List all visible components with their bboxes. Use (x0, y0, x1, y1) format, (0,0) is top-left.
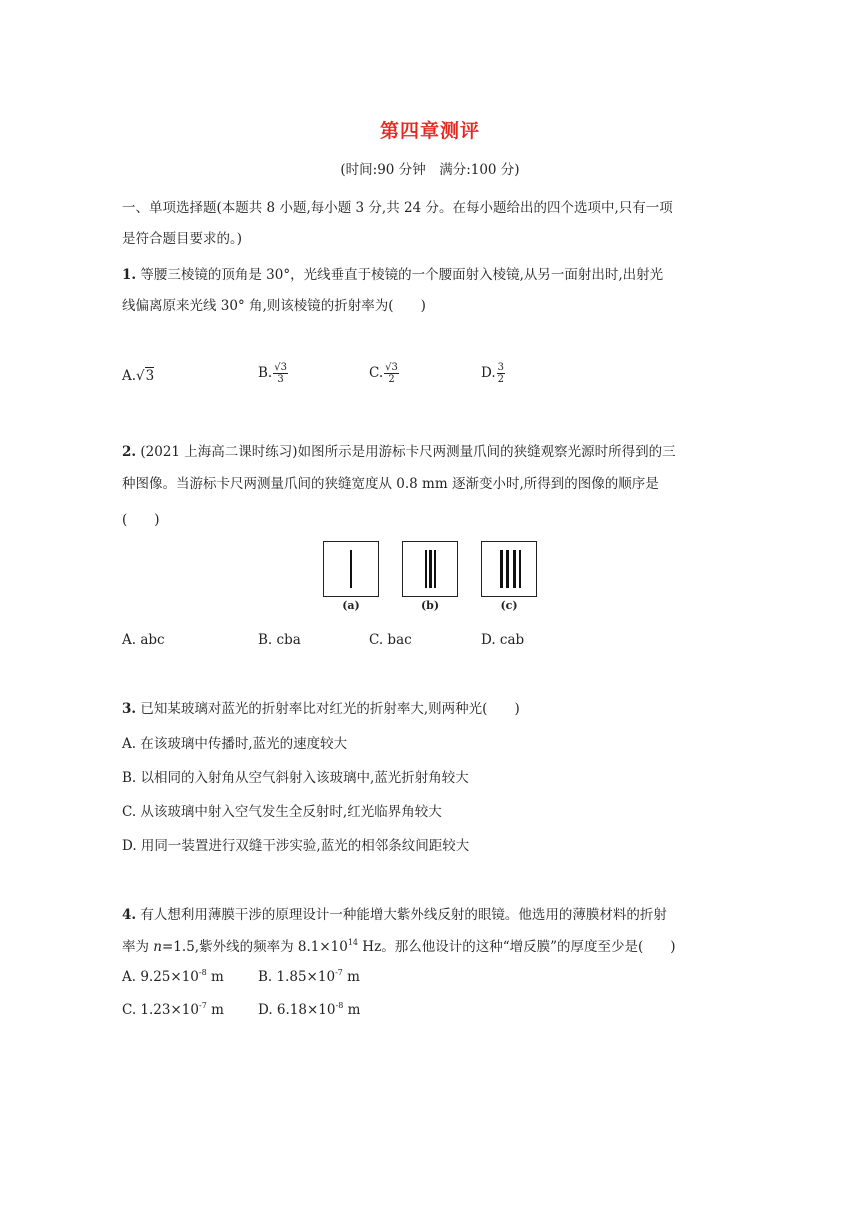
question-4-option-b: B. $1.85\times 10^{-7}$ m (258, 968, 360, 985)
fringe-line (519, 550, 521, 588)
variable-n: n (153, 939, 162, 955)
question-1-line1 (122, 263, 663, 283)
question-4-number: 4. (122, 907, 137, 923)
fringe-line (350, 550, 352, 588)
page-title: 第四章测评 (379, 120, 480, 142)
question-3-option-a: A. 在该玻璃中传播时,蓝光的速度较大 (122, 736, 348, 752)
question-3-stem (122, 697, 520, 717)
fraction: $\frac{√3}{3}$ (274, 362, 287, 385)
question-4-line2: 率为 n=1.5,紫外线的频率为 $8.1\times 10^{14}$ Hz。那么他设计的这种“增反膜”的厚度至少是( ) (122, 938, 676, 955)
fraction: $\frac{√3}{2}$ (385, 362, 398, 385)
question-3-option-c: C. 从该玻璃中射入空气发生全反射时,红光临界角较大 (122, 804, 442, 820)
figure-label-a: (a) (342, 599, 360, 612)
question-3-number: 3. (122, 701, 137, 717)
section-heading-line2: 是符合题目要求的。) (122, 231, 243, 247)
question-2-option-a: A. abc (122, 632, 165, 648)
sqrt-symbol: √3 (136, 368, 155, 384)
question-2-text: (2021 上海高二课时练习)如图所示是用游标卡尺两测量爪间的狭缝观察光源时所得到的三 (136, 444, 676, 460)
fringe-line (513, 550, 516, 588)
fringe-line (434, 550, 436, 588)
figure-c (481, 541, 537, 597)
question-4-text: 有人想利用薄膜干涉的原理设计一种能增大紫外线反射的眼镜。他选用的薄膜材料的折射 (136, 907, 667, 923)
figure-a (323, 541, 379, 597)
figure-label-b: (b) (420, 599, 440, 612)
fringe-line (506, 550, 509, 588)
question-2-line2: 种图像。当游标卡尺两测量爪间的狭缝宽度从 0.8 mm 逐渐变小时,所得到的图像的顺序是 (122, 476, 659, 492)
question-3-option-b: B. 以相同的入射角从空气斜射入该玻璃中,蓝光折射角较大 (122, 770, 469, 786)
question-4-option-c: C. $1.23\times 10^{-7}$ m (122, 1001, 224, 1018)
question-2-option-c: C. bac (369, 632, 412, 648)
question-2-option-b: B. cba (258, 632, 301, 648)
fraction: $\frac{3}{2}$ (497, 362, 505, 385)
question-2-number: 2. (122, 444, 137, 460)
question-3-text: 已知某玻璃对蓝光的折射率比对红光的折射率大,则两种光( ) (136, 701, 520, 717)
question-1-option-d: D. $\frac{3}{2}$ (481, 362, 505, 385)
section-heading-line1: 一、单项选择题(本题共 8 小题,每小题 3 分,共 24 分。在每小题给出的四个选项中,只有一项 (122, 200, 673, 216)
question-4-option-d: D. $6.18\times 10^{-8}$ m (258, 1001, 361, 1018)
exam-info: (时间:90 分钟 满分:100 分) (340, 162, 520, 178)
figure-label-c: (c) (500, 599, 518, 612)
fringe-line (500, 550, 503, 588)
question-4-line1 (122, 903, 667, 923)
question-1-line2: 线偏离原来光线 30° 角,则该棱镜的折射率为( ) (122, 298, 426, 314)
question-1-text: 等腰三棱镜的顶角是 30°，光线垂直于棱镜的一个腰面射入棱镜,从另一面射出时,出射光 (136, 267, 664, 283)
question-2-option-d: D. cab (481, 632, 525, 648)
question-4-option-a: A. $9.25\times 10^{-8}$ m (122, 968, 224, 985)
question-1-number: 1. (122, 267, 137, 283)
question-1-option-b: B. $\frac{√3}{3}$ (258, 362, 287, 385)
fringe-line (425, 550, 427, 588)
question-2-line3: ( ) (122, 512, 160, 528)
question-1-option-a: A.√3 (122, 368, 155, 384)
question-2-line1 (122, 440, 676, 460)
question-3-option-d: D. 用同一装置进行双缝干涉实验,蓝光的相邻条纹间距较大 (122, 838, 470, 854)
question-1-option-c: C. $\frac{√3}{2}$ (369, 362, 398, 385)
figure-b (402, 541, 458, 597)
fringe-line (429, 550, 432, 588)
